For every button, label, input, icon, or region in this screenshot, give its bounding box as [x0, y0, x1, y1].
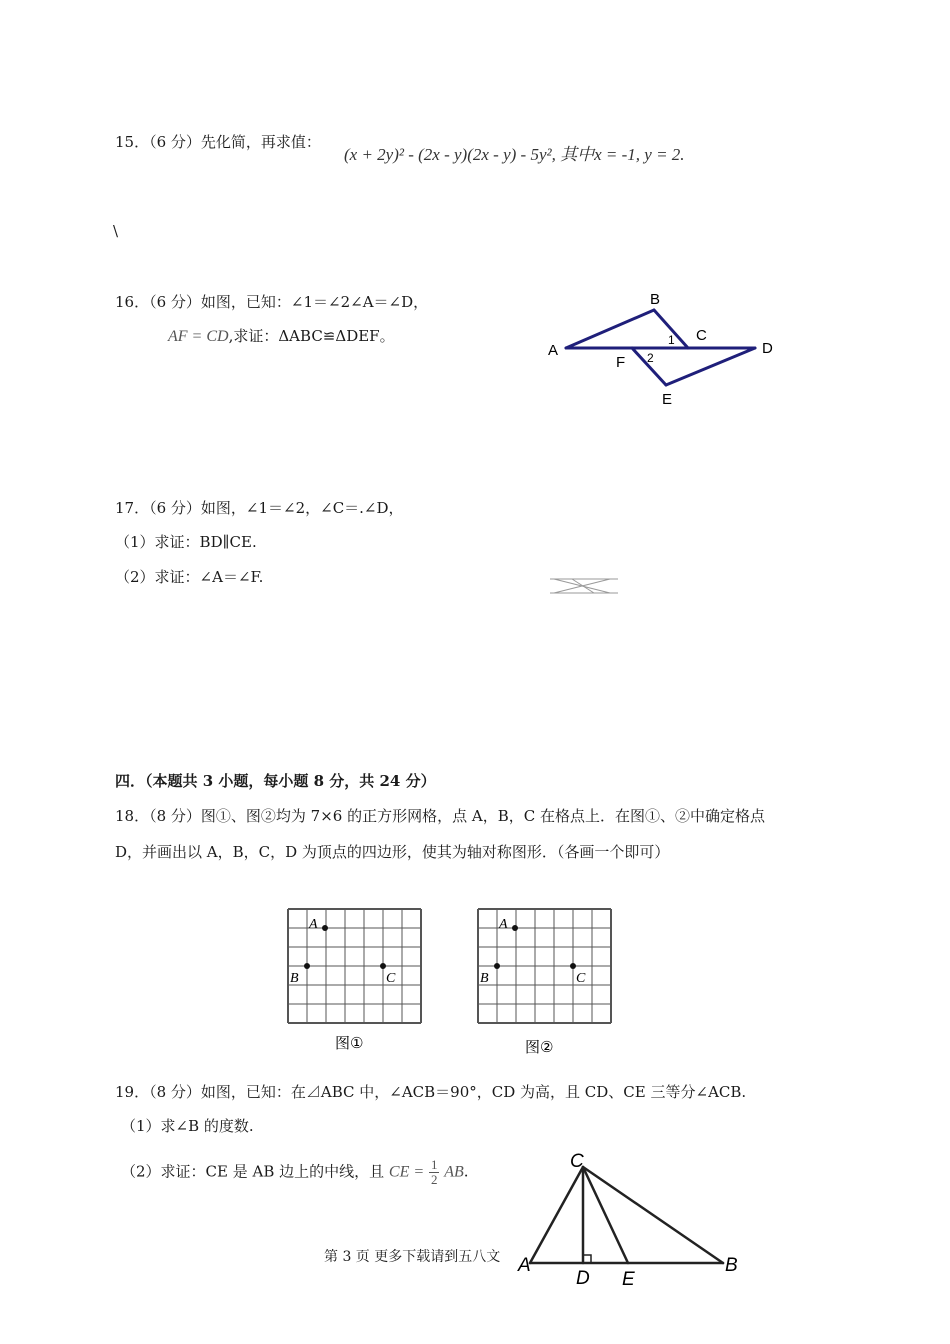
q16-line2: [168, 325, 395, 346]
q16-condition-math: AF = CD: [168, 328, 229, 345]
q19-part1: （1）求∠B 的度数.: [121, 1117, 254, 1135]
grid2-point-B: [494, 963, 500, 969]
grid2-point-A: [512, 925, 518, 931]
q16-figure: [540, 290, 780, 410]
label-B: B: [650, 291, 661, 308]
line-CB: [583, 1167, 723, 1263]
q15-expression: (x + 2y)² - (2x - y)(2x - y) - 5y², 其中x = -1, y = 2.: [344, 145, 685, 164]
grid1-point-A: [322, 925, 328, 931]
q19-part2-prefix: （2）求证：CE 是 AB 边上的中线，且: [121, 1162, 385, 1181]
q17-figure: [548, 573, 620, 599]
label-C: C: [696, 327, 707, 344]
line-DE: [666, 348, 755, 385]
q19-label-B: B: [725, 1255, 738, 1276]
q17-line1: 17．（6 分）如图，∠1＝∠2，∠C＝.∠D，: [115, 499, 404, 517]
label-F: F: [616, 354, 626, 371]
q17-part1: （1）求证：BD∥CE.: [115, 533, 257, 551]
grid2-caption: 图②: [525, 1039, 554, 1056]
q16-line1: 16．（6 分）如图，已知：∠1＝∠2∠A＝∠D，: [115, 293, 429, 311]
label-A: A: [548, 342, 559, 359]
grid1-label-C: C: [386, 971, 396, 986]
q18-line2: D，并画出以 A，B，C，D 为顶点的四边形，使其为轴对称图形．（各画一个即可）: [115, 843, 670, 861]
q19-label-A: A: [518, 1255, 531, 1276]
q19-part2-ab: AB: [444, 1163, 464, 1181]
q18-grid-figure-1: [280, 900, 430, 1060]
q15-label: 15．（6 分）先化简，再求值：: [115, 133, 321, 151]
grid1-point-B: [304, 963, 310, 969]
grid1-point-C: [380, 963, 386, 969]
q18-line1: 18．（8 分）图①、图②均为 7×6 的正方形网格，点 A，B，C 在格点上．在图①、②中确定格点: [115, 807, 765, 825]
q19-label-C: C: [570, 1151, 584, 1172]
page-footer: 第 3 页 更多下载请到五八文: [322, 1246, 502, 1266]
q19-fraction: [429, 1158, 440, 1187]
line-AC: [530, 1167, 583, 1263]
q16-prove-text: ,求证：ΔABC≌ΔDEF。: [228, 327, 395, 345]
q19-label-D: D: [576, 1268, 590, 1289]
q19-label-E: E: [622, 1269, 635, 1290]
line-AB: [566, 310, 654, 348]
grid2-label-A: A: [499, 917, 508, 932]
grid2-label-C: C: [576, 971, 586, 986]
grid2-label-B: B: [480, 971, 489, 986]
stray-backslash: \: [113, 222, 119, 240]
q19-part2-suffix: .: [463, 1162, 469, 1181]
label-angle1: 1: [668, 333, 675, 347]
q19-part2: [121, 1158, 469, 1187]
q19-part2-ce: CE =: [388, 1163, 425, 1181]
label-angle2: 2: [647, 351, 654, 365]
grid1-label-B: B: [290, 971, 299, 986]
label-D: D: [762, 340, 773, 357]
q17-part2: （2）求证：∠A＝∠F.: [115, 568, 264, 586]
q18-grid-figure-2: [470, 900, 620, 1060]
grid1-label-A: A: [309, 917, 318, 932]
grid1-caption: 图①: [335, 1035, 364, 1052]
section4-heading: 四．（本题共 3 小题，每小题 8 分，共 24 分）: [115, 772, 436, 790]
q19-figure: [510, 1145, 750, 1290]
grid2-point-C: [570, 963, 576, 969]
label-E: E: [662, 391, 673, 408]
q19-line1: 19．（8 分）如图，已知：在⊿ABC 中，∠ACB＝90°，CD 为高，且 CD、CE 三等分∠ACB.: [115, 1083, 747, 1101]
q19-frac-den: 2: [430, 1172, 438, 1187]
q19-frac-num: 1: [430, 1157, 438, 1172]
